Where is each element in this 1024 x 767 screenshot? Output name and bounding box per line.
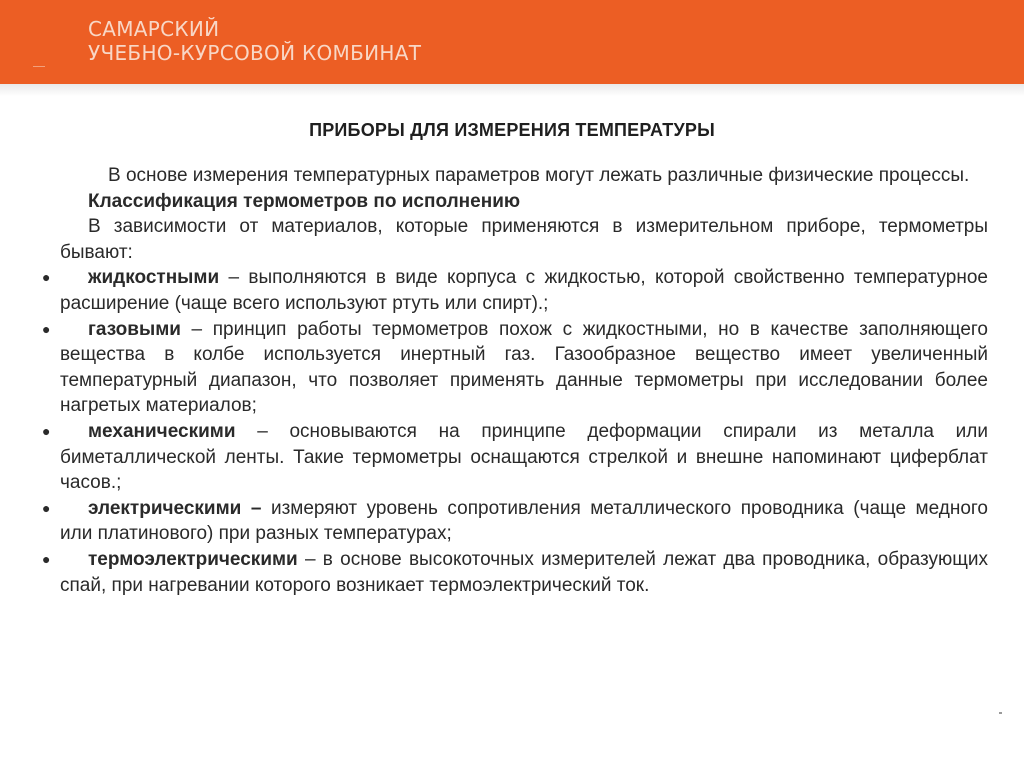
- bullet-text: – основываются на принципе деформации спирали из металла или биметаллической ленты. Такие термометры оснащаются стрелкой и внешне напоминают циферблат часов.;: [60, 420, 988, 494]
- list-item: [42, 265, 988, 316]
- bullet-term: механическими: [88, 420, 236, 442]
- bullet-icon: ●: [42, 550, 51, 567]
- header-banner: [0, 0, 1024, 84]
- logo-line-2: УЧЕБНО-КУРСОВОЙ КОМБИНАТ: [88, 41, 422, 65]
- logo-line-1: САМАРСКИЙ: [88, 17, 220, 41]
- bullet-term: газовыми: [88, 318, 181, 340]
- list-item: [42, 496, 988, 547]
- bullet-text: измеряют уровень сопротивления металлического проводника (чаще медного или платинового) при разных температурах;: [60, 497, 988, 545]
- intro-paragraph: В основе измерения температурных параметров могут лежать различные физические процессы.: [108, 165, 970, 186]
- bullet-text: – принцип работы термометров похож с жидкостными, но в качестве заполняющего вещества в колбе используется инертный газ. Газообразное вещество имеет увеличенный температурный диапазон, что позволяет применять данные термометры при исследовании более нагретых материалов;: [60, 318, 988, 417]
- dependency-paragraph: В зависимости от материалов, которые применяются в измерительном приборе, термометры бывают:: [60, 216, 988, 263]
- bullet-term: термоэлектрическими: [88, 548, 298, 570]
- bullet-icon: ●: [42, 269, 51, 286]
- logo: [88, 17, 421, 65]
- list-item: [42, 419, 988, 496]
- bullet-term: электрическими –: [88, 497, 262, 519]
- banner-shadow: [0, 84, 1024, 96]
- slide-title: ПРИБОРЫ ДЛЯ ИЗМЕРЕНИЯ ТЕМПЕРАТУРЫ: [309, 120, 715, 140]
- bullet-icon: ●: [42, 422, 51, 439]
- list-item: [42, 317, 988, 419]
- bullet-text: – выполняются в виде корпуса с жидкостью, которой свойственно температурное расширение (чаще всего используют ртуть или спирт).;: [60, 267, 988, 314]
- bullet-icon: ●: [42, 320, 51, 337]
- logo-mark: [33, 66, 45, 67]
- slide-body: [42, 163, 988, 598]
- slide-marker: [999, 712, 1002, 714]
- bullet-text: – в основе высокоточных измерителей лежат два проводника, образующих спай, при нагревании которого возникает термоэлектрический ток.: [60, 548, 988, 596]
- classification-heading: Классификация термометров по исполнению: [88, 190, 521, 212]
- list-item: [42, 547, 988, 598]
- bullet-term: жидкостными: [88, 267, 220, 289]
- bullet-icon: ●: [42, 499, 51, 516]
